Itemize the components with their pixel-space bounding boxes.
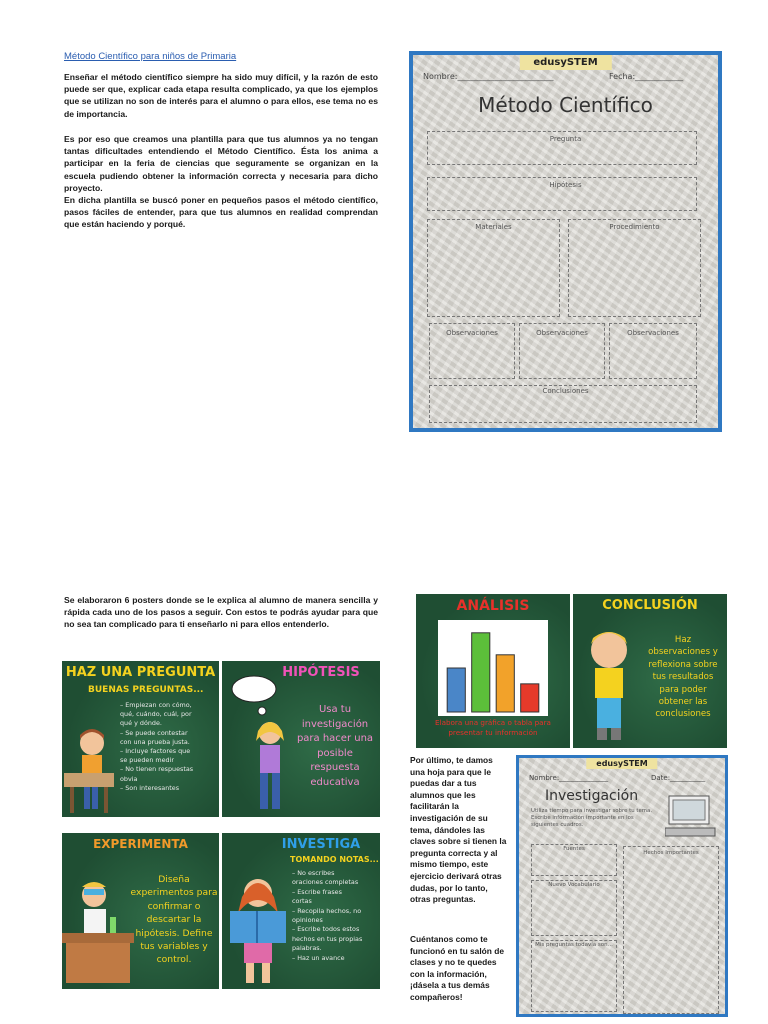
intro-paragraph-2: Es por eso que creamos una plantilla para que tus alumnos ya no tengan tantas dificultades entendiendo el Método Científico. Ésta los anima a participar en la feria de ciencias que seguramente se organizan en la escuela pudiendo obtener la información correcta y necesaria para dicho proyecto. xyxy=(64,134,378,193)
hypothesis-label: Hipótesis xyxy=(549,181,582,189)
article-title[interactable]: Método Científico para niños de Primaria xyxy=(64,51,237,62)
observation-label-3: Observaciones xyxy=(627,329,679,337)
procedure-label: Procedimiento xyxy=(609,223,660,231)
poster-hypothesis xyxy=(222,661,380,817)
observation-label-1: Observaciones xyxy=(446,329,498,337)
brand-label: edusySTEM xyxy=(519,55,611,70)
poster-hypothesis-text: Usa tu investigación para hacer una posible respuesta educativa xyxy=(296,704,374,788)
chart-bar-1 xyxy=(447,668,465,712)
poster-research-text: – No escribes oraciones completas – Escribe frases cortas – Recopila hechos, no opiniones – Escribe todos estos hechos en tus propias palabras. – Haz un avance xyxy=(292,869,363,962)
facts-label: Hechos Importantes xyxy=(643,850,699,856)
student-scientist-icon xyxy=(62,873,134,989)
intro-paragraph-1: Enseñar el método científico siempre ha sido muy difícil, y la razón de esto puede ser que, explicar cada etapa resulta complicado, ya que los ejemplos que se utilizan no son de interés para el alumno o para ellos, ese tema no es de importancia. xyxy=(64,72,378,119)
scientific-method-worksheet xyxy=(409,51,722,432)
poster-analysis-title: ANÁLISIS xyxy=(456,598,530,614)
poster-conclusion-text: Haz observaciones y reflexiona sobre tus resultados para poder obtener las conclusiones xyxy=(648,635,718,720)
poster-analysis-text: Elabora una gráfica o tabla para presentar tu información xyxy=(435,718,551,737)
materials-box xyxy=(427,219,560,317)
poster-conclusion xyxy=(573,594,727,748)
name-label-2: Nombre:______________ xyxy=(529,774,609,782)
intro-paragraph-3: En dicha plantilla se buscó poner en pequeños pasos el método científico, pasos fáciles de entender, para que tus alumnos en realidad comprendan que están haciendo y porqué. xyxy=(64,195,378,230)
facts-box xyxy=(623,846,719,1014)
research-title: Investigación xyxy=(545,788,639,804)
posters-intro: Se elaboraron 6 posters donde se le explica al alumno de manera sencilla y rápida cada uno de los pasos a seguir. Con estos te podrás ayudar para que no sea tan complicado para ti enseñarlo ni para ellos entenderlo. xyxy=(64,595,378,630)
sources-label: Fuentes xyxy=(563,846,585,852)
observation-label-2: Observaciones xyxy=(536,329,588,337)
conclusions-label: Conclusiones xyxy=(542,387,589,395)
poster-question xyxy=(62,661,219,817)
vocab-label: Nuevo Vocabulario xyxy=(548,882,600,888)
date-label-2: Date:__________ xyxy=(651,774,706,782)
poster-experiment-title: EXPERIMENTA xyxy=(93,837,188,851)
chart-bar-2 xyxy=(472,633,490,712)
question-label: Pregunta xyxy=(549,135,582,143)
name-label: Nombre:________________________ xyxy=(423,72,554,81)
reading-girl-icon xyxy=(224,869,294,989)
closing-paragraph-1: Por último, te damos una hoja para que le puedas dar a tus alumnos que les facilitarán la investigación de su tema, dándoles las claves sobre si tienen la pregunta correcta y al mismo tiempo, este ejercicio derivará otras dudas, por lo tanto, otras preguntas. xyxy=(410,755,507,905)
closing-paragraph-2: Cuéntanos como te funcionó en tu salón de clases y no te quedes con la información, ¡dásela a tus demás compañeros! xyxy=(410,934,504,1002)
poster-experiment-text: Diseña experimentos para confirmar o descartar la hipótesis. Define tus variables y control. xyxy=(130,874,218,966)
date-label: Fecha:____________ xyxy=(609,72,684,81)
questions-box xyxy=(531,940,617,1012)
analysis-bar-chart xyxy=(438,620,548,716)
questions-label: Mis preguntas todavía son... xyxy=(535,942,613,948)
procedure-box xyxy=(568,219,701,317)
brand-label-2: edusySTEM xyxy=(586,758,657,769)
research-worksheet xyxy=(516,755,728,1017)
poster-question-title: HAZ UNA PREGUNTA xyxy=(65,665,216,680)
student-with-desk-icon xyxy=(62,713,118,817)
chart-bar-4 xyxy=(521,684,539,712)
worksheet-title: Método Científico xyxy=(478,93,653,117)
thinking-girl-icon xyxy=(224,671,294,817)
student-boy-icon xyxy=(575,620,641,748)
computer-icon xyxy=(665,792,721,840)
materials-label: Materiales xyxy=(475,223,512,231)
poster-question-subtitle: BUENAS PREGUNTAS... xyxy=(88,685,204,695)
poster-hypothesis-title: HIPÓTESIS xyxy=(282,665,360,680)
poster-experiment xyxy=(62,833,219,989)
poster-analysis xyxy=(416,594,570,748)
research-instructions: Utiliza tiempo para investigar sobre tu tema. Escribe información importante en los siguientes cuadros. xyxy=(531,808,653,828)
chart-bar-3 xyxy=(496,655,514,712)
vocab-box xyxy=(531,880,617,936)
poster-research-title: INVESTIGA xyxy=(281,837,361,852)
poster-research xyxy=(222,833,380,989)
poster-conclusion-title: CONCLUSIÓN xyxy=(602,598,698,613)
poster-question-text: – Empiezan con cómo, qué, cuándo, cuál, por qué y dónde. – Se puede contestar con una prueba justa. – Incluye factores que se pueden medir – No tienen respuestas obvia – Son interesantes xyxy=(120,701,194,792)
poster-research-subtitle: TOMANDO NOTAS... xyxy=(290,855,379,864)
